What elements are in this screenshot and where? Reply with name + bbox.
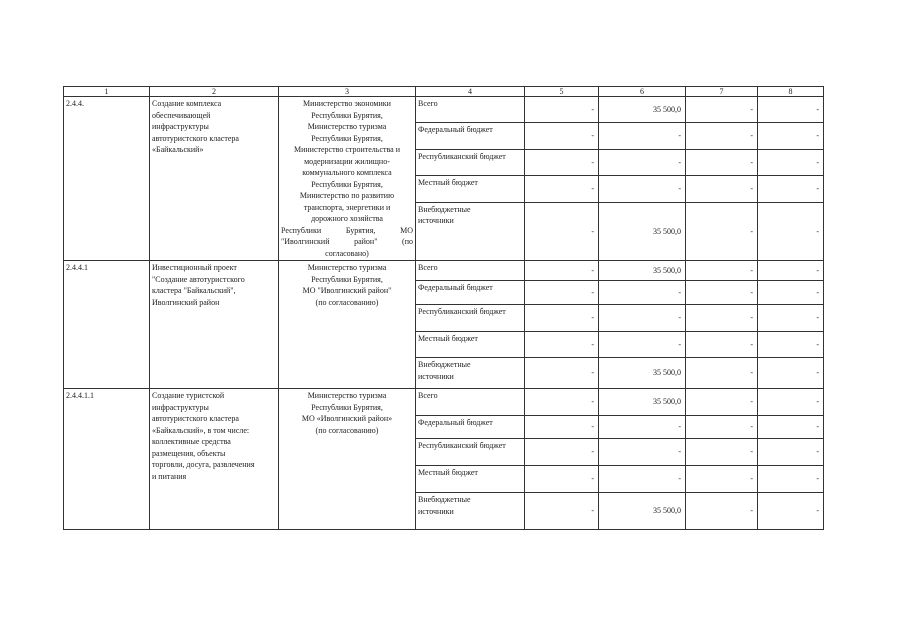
text-line: Местный бюджет: [418, 178, 478, 188]
value-cell: -: [599, 305, 686, 332]
header-cell: 7: [686, 87, 758, 97]
text-line: (по согласованию): [315, 425, 379, 435]
value-cell: -: [758, 123, 824, 149]
funding-source-cell: [416, 149, 525, 175]
table-row: [64, 389, 824, 416]
code-cell: 2.4.4.1.1: [64, 389, 150, 530]
funding-source-cell: [416, 332, 525, 358]
text-line: Внебюджетные: [418, 495, 471, 504]
funding-source-cell: [416, 466, 525, 493]
text-line: Создание комплекса: [152, 99, 222, 108]
text-line: МО "Иволгинский район": [302, 286, 392, 295]
value-cell: -: [599, 176, 686, 202]
text-line: Республики Бурятия, МО: [281, 225, 413, 235]
text-line: согласовано): [325, 248, 369, 258]
value-cell: -: [525, 358, 599, 389]
text-line: Республиканский бюджет: [418, 441, 506, 450]
value-cell: -: [758, 389, 824, 416]
text-line: Федеральный бюджет: [418, 418, 493, 427]
value-cell: -: [599, 123, 686, 149]
table-row: [64, 261, 824, 281]
value-cell: -: [758, 493, 824, 530]
table-row: [64, 97, 824, 123]
value-cell: -: [525, 305, 599, 332]
text-line: Местный бюджет: [418, 468, 478, 477]
text-line: автотуристского кластера: [152, 133, 239, 143]
header-cell: 4: [416, 87, 525, 97]
value-cell: -: [686, 389, 758, 416]
value-cell: -: [525, 281, 599, 305]
value-cell: -: [525, 389, 599, 416]
value-cell: -: [686, 439, 758, 466]
value-cell: -: [525, 466, 599, 493]
text-line: Всего: [418, 391, 438, 400]
text-line: Министерство туризма: [307, 122, 387, 131]
header-cell: 8: [758, 87, 824, 97]
value-cell: -: [686, 97, 758, 123]
value-cell: -: [758, 176, 824, 202]
name-cell: [150, 261, 279, 389]
text-line: дорожного хозяйства: [311, 214, 383, 223]
text-line: коммунального комплекса: [302, 168, 392, 177]
text-line: Министерство туризма: [307, 391, 387, 400]
value-cell: -: [686, 305, 758, 332]
header-cell: 1: [64, 87, 150, 97]
text-line: Внебюджетные: [418, 360, 471, 369]
value-cell: -: [758, 202, 824, 260]
value-cell: -: [599, 332, 686, 358]
funding-source-cell: [416, 176, 525, 202]
text-line: и питания: [152, 471, 187, 481]
value-cell: -: [686, 202, 758, 260]
value-cell: 35 500,0: [599, 261, 686, 281]
value-cell: -: [686, 332, 758, 358]
value-cell: -: [686, 466, 758, 493]
funding-source-cell: [416, 202, 525, 260]
header-cell: 6: [599, 87, 686, 97]
text-line: источники: [418, 506, 454, 516]
text-line: автотуристского кластера: [152, 414, 239, 423]
text-line: Федеральный бюджет: [418, 283, 493, 292]
responsible-cell: [279, 261, 416, 389]
text-line: инфраструктуры: [152, 122, 209, 131]
value-cell: -: [525, 439, 599, 466]
value-cell: -: [525, 149, 599, 175]
header-cell: 5: [525, 87, 599, 97]
value-cell: -: [599, 439, 686, 466]
text-line: Федеральный бюджет: [418, 125, 493, 135]
text-line: торговли, досуга, развлечения: [152, 460, 255, 469]
value-cell: 35 500,0: [599, 202, 686, 260]
value-cell: -: [758, 466, 824, 493]
funding-source-cell: [416, 97, 525, 123]
text-line: Иволгинский район: [152, 297, 220, 307]
text-line: Республики Бурятия,: [311, 402, 383, 412]
value-cell: -: [686, 261, 758, 281]
text-line: Инвестиционный проект: [152, 263, 237, 272]
text-line: транспорта, энергетики и: [303, 202, 391, 212]
text-line: Республики Бурятия,: [311, 110, 383, 120]
value-cell: -: [758, 261, 824, 281]
text-line: Республиканский бюджет: [418, 151, 506, 161]
code-cell: 2.4.4.1: [64, 261, 150, 389]
funding-source-cell: [416, 416, 525, 439]
header-cell: 2: [150, 87, 279, 97]
header-row: [64, 87, 824, 97]
value-cell: 35 500,0: [599, 97, 686, 123]
value-cell: -: [686, 123, 758, 149]
text-line: "Иволгинский район" (по: [281, 237, 413, 246]
text-line: Всего: [418, 263, 438, 272]
text-line: Внебюджетные: [418, 204, 471, 214]
text-line: Республики Бурятия,: [311, 179, 383, 189]
value-cell: -: [758, 149, 824, 175]
value-cell: -: [525, 261, 599, 281]
value-cell: -: [599, 281, 686, 305]
text-line: Республики Бурятия,: [311, 133, 383, 143]
text-line: Министерство строительства и: [294, 145, 400, 154]
text-line: инфраструктуры: [152, 402, 209, 412]
text-line: размещения, объекты: [152, 448, 226, 458]
funding-source-cell: [416, 358, 525, 389]
text-line: Создание туристской: [152, 391, 225, 400]
value-cell: -: [599, 416, 686, 439]
value-cell: -: [599, 149, 686, 175]
value-cell: -: [686, 416, 758, 439]
value-cell: -: [758, 358, 824, 389]
text-line: МО «Иволгинский район»: [301, 414, 393, 423]
code-cell: 2.4.4.: [64, 97, 150, 261]
value-cell: -: [758, 416, 824, 439]
text-line: Республики Бурятия,: [311, 274, 383, 284]
text-line: Министерство экономики: [303, 99, 391, 108]
text-line: Местный бюджет: [418, 334, 478, 343]
value-cell: -: [758, 305, 824, 332]
text-line: модернизации жилищно-: [304, 156, 390, 166]
funding-source-cell: [416, 123, 525, 149]
value-cell: -: [758, 332, 824, 358]
value-cell: -: [525, 493, 599, 530]
text-line: коллективные средства: [152, 437, 231, 446]
value-cell: -: [758, 439, 824, 466]
value-cell: -: [686, 358, 758, 389]
name-cell: [150, 389, 279, 530]
text-line: Министерство по развитию: [299, 191, 395, 200]
value-cell: -: [686, 149, 758, 175]
text-line: Республиканский бюджет: [418, 307, 506, 316]
value-cell: 35 500,0: [599, 358, 686, 389]
value-cell: -: [599, 466, 686, 493]
funding-source-cell: [416, 439, 525, 466]
funding-source-cell: [416, 493, 525, 530]
responsible-cell: [279, 97, 416, 261]
value-cell: -: [525, 123, 599, 149]
value-cell: -: [525, 202, 599, 260]
value-cell: -: [686, 493, 758, 530]
value-cell: -: [758, 97, 824, 123]
text-line: Министерство туризма: [307, 263, 387, 272]
text-line: (по согласованию): [315, 297, 379, 307]
value-cell: -: [525, 176, 599, 202]
value-cell: -: [758, 281, 824, 305]
text-line: обеспечивающей: [152, 110, 211, 120]
value-cell: 35 500,0: [599, 493, 686, 530]
text-line: Всего: [418, 99, 438, 108]
text-line: "Создание автотуристского: [152, 274, 245, 284]
funding-source-cell: [416, 389, 525, 416]
value-cell: -: [525, 416, 599, 439]
value-cell: -: [525, 97, 599, 123]
text-line: источники: [418, 216, 454, 226]
budget-table: [63, 86, 824, 530]
responsible-cell: [279, 389, 416, 530]
funding-source-cell: [416, 261, 525, 281]
funding-source-cell: [416, 305, 525, 332]
funding-source-cell: [416, 281, 525, 305]
text-line: кластера "Байкальский",: [152, 286, 236, 295]
value-cell: -: [525, 332, 599, 358]
text-line: источники: [418, 371, 454, 381]
value-cell: 35 500,0: [599, 389, 686, 416]
value-cell: -: [686, 176, 758, 202]
text-line: «Байкальский»: [152, 145, 204, 154]
header-cell: 3: [279, 87, 416, 97]
name-cell: [150, 97, 279, 261]
text-line: «Байкальский», в том числе:: [152, 425, 250, 435]
value-cell: -: [686, 281, 758, 305]
